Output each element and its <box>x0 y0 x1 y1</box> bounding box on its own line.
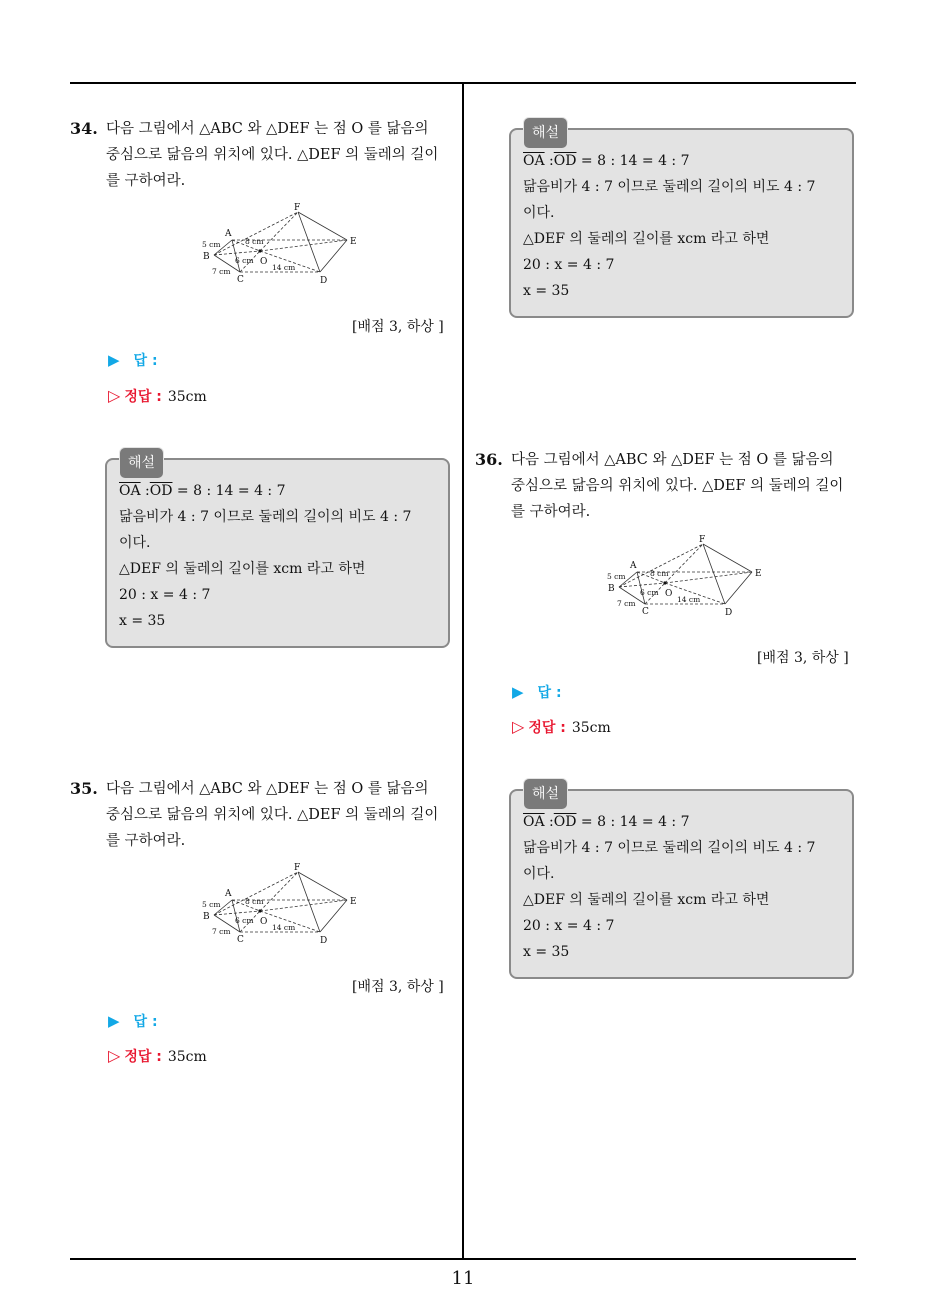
label-D: D <box>725 608 733 618</box>
triangle-play-icon: ▶ <box>108 1012 120 1030</box>
length-ab: 5 cm <box>202 240 221 249</box>
length-bc: 7 cm <box>212 267 231 276</box>
explanation-box: 해설 $\overline{OA}$ $:\overline{OD} = 8$ : 14 = 4 : 7 닮음비가 4 : 7 이므로 둘레의 길이의 비도 4 : 7 이다. △DEF 의 둘레의 길이를 xcm 라고 하면 20 : x = 4 : 7 x = 35 <box>105 458 450 648</box>
explanation-tag: 해설 <box>119 447 164 479</box>
label-A: A <box>630 561 637 571</box>
problem-36 <box>475 447 860 525</box>
label-C: C <box>642 607 649 617</box>
correct-answer-row <box>512 717 611 737</box>
explanation-tag: 해설 <box>523 117 568 149</box>
explanation-box: 해설 $\overline{OA}$ $:\overline{OD} = 8$ : 14 = 4 : 7 닮음비가 4 : 7 이므로 둘레의 길이의 비도 4 : 7 이다. △DEF 의 둘레의 길이를 xcm 라고 하면 20 : x = 4 : 7 x = 35 <box>509 789 854 979</box>
length-od: 14 cm <box>272 263 296 272</box>
label-A: A <box>225 889 232 899</box>
problem-35 <box>70 776 460 854</box>
length-bc: 7 cm <box>212 927 231 936</box>
label-E: E <box>350 897 357 907</box>
length-ao: 8 cm <box>650 569 669 578</box>
triangle-outline-icon: ▷ <box>108 386 121 405</box>
answer-row <box>108 1011 158 1031</box>
bottom-rule <box>70 1258 856 1260</box>
score-label: [배점 3, 하상 ] <box>352 979 444 995</box>
similar-triangles-figure <box>198 202 368 288</box>
problem-34 <box>70 116 460 194</box>
triangle-play-icon: ▶ <box>108 351 120 369</box>
label-B: B <box>203 912 210 922</box>
answer-row <box>108 350 158 370</box>
length-ab: 5 cm <box>607 572 626 581</box>
problem-text: 다음 그림에서 △ABC 와 △DEF 는 점 O 를 닮음의 중심으로 닮음의 위치에 있다. △DEF 의 둘레의 길이 를 구하여라. <box>511 452 844 520</box>
correct-value: 35cm <box>167 1049 207 1065</box>
page-number: 11 <box>451 1268 475 1289</box>
label-O: O <box>260 917 268 927</box>
explanation-tag: 해설 <box>523 778 568 810</box>
label-B: B <box>203 252 210 262</box>
score-label: [배점 3, 하상 ] <box>757 650 849 666</box>
label-D: D <box>320 276 328 286</box>
length-od: 14 cm <box>677 595 701 604</box>
score-label: [배점 3, 하상 ] <box>352 319 444 335</box>
similar-triangles-figure <box>198 862 368 948</box>
label-E: E <box>755 569 762 579</box>
length-ao: 8 cm <box>245 897 264 906</box>
label-D: D <box>320 936 328 946</box>
label-C: C <box>237 275 244 285</box>
label-C: C <box>237 935 244 945</box>
label-F: F <box>294 863 301 873</box>
correct-answer-row <box>108 1046 207 1066</box>
explanation-box: 해설 $\overline{OA}$ $:\overline{OD} = 8$ : 14 = 4 : 7 닮음비가 4 : 7 이므로 둘레의 길이의 비도 4 : 7 이다. △DEF 의 둘레의 길이를 xcm 라고 하면 20 : x = 4 : 7 x = 35 <box>509 128 854 318</box>
length-co: 6 cm <box>640 588 659 597</box>
triangle-outline-icon: ▷ <box>512 717 525 736</box>
correct-value: 35cm <box>571 720 611 736</box>
answer-row <box>512 682 562 702</box>
answer-label: 답 : <box>537 685 562 701</box>
center-point <box>258 249 261 252</box>
length-od: 14 cm <box>272 923 296 932</box>
answer-label: 답 : <box>133 353 158 369</box>
center-point <box>258 909 261 912</box>
problem-number: 35. <box>70 779 98 798</box>
problem-text: 다음 그림에서 △ABC 와 △DEF 는 점 O 를 닮음의 중심으로 닮음의 위치에 있다. △DEF 의 둘레의 길이 를 구하여라. <box>106 781 439 849</box>
length-co: 6 cm <box>235 256 254 265</box>
correct-label: 정답 : <box>124 1049 162 1065</box>
correct-answer-row <box>108 386 207 406</box>
label-A: A <box>225 229 232 239</box>
label-B: B <box>608 584 615 594</box>
correct-value: 35cm <box>167 389 207 405</box>
problem-number: 34. <box>70 119 98 138</box>
length-co: 6 cm <box>235 916 254 925</box>
label-F: F <box>294 203 301 213</box>
center-point <box>663 581 666 584</box>
problem-number: 36. <box>475 450 503 469</box>
correct-label: 정답 : <box>528 720 566 736</box>
length-bc: 7 cm <box>617 599 636 608</box>
column-divider <box>462 82 464 1259</box>
label-E: E <box>350 237 357 247</box>
problem-text: 다음 그림에서 △ABC 와 △DEF 는 점 O 를 닮음의 중심으로 닮음의 위치에 있다. △DEF 의 둘레의 길이 를 구하여라. <box>106 121 439 189</box>
length-ab: 5 cm <box>202 900 221 909</box>
label-F: F <box>699 535 706 545</box>
triangle-outline-icon: ▷ <box>108 1046 121 1065</box>
correct-label: 정답 : <box>124 389 162 405</box>
similar-triangles-figure <box>603 534 773 620</box>
length-ao: 8 cm <box>245 237 264 246</box>
triangle-play-icon: ▶ <box>512 683 524 701</box>
label-O: O <box>260 257 268 267</box>
answer-label: 답 : <box>133 1014 158 1030</box>
label-O: O <box>665 589 673 599</box>
